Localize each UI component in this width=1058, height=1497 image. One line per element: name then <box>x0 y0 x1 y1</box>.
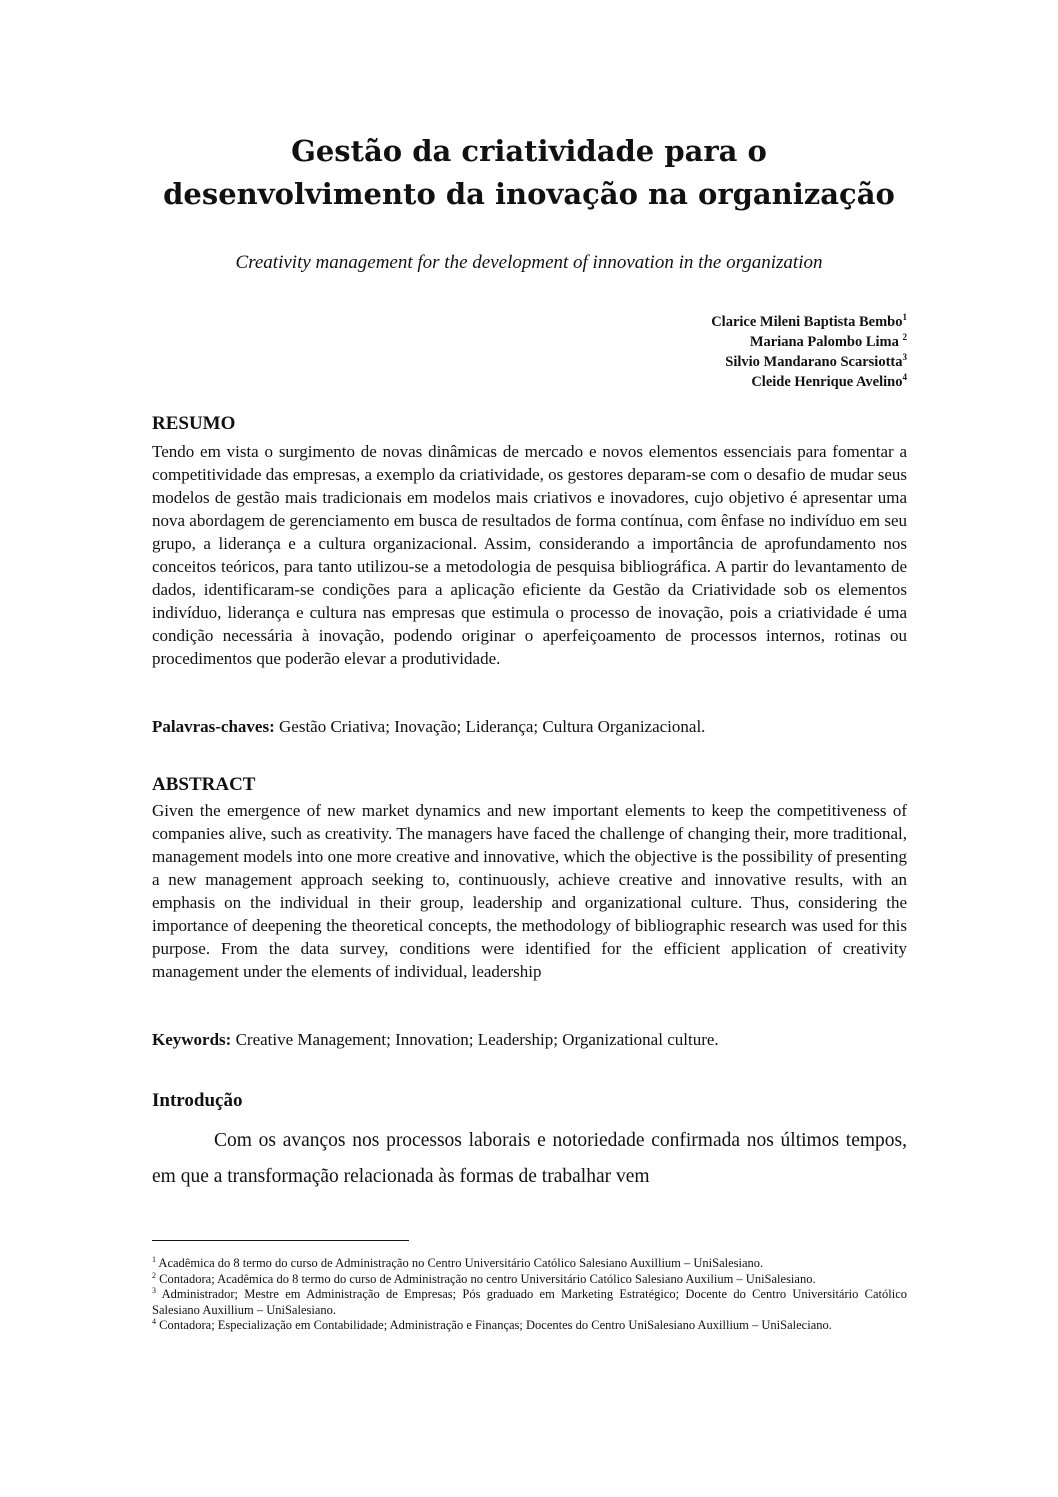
english-subtitle: Creativity management for the development of innovation in the organization <box>235 252 823 273</box>
footnote-mark: 4 <box>152 1316 156 1326</box>
title-line-1: Gestão da criatividade para o <box>291 134 767 168</box>
footnote-text: Administrador; Mestre em Administração de Empresas; Pós graduado em Marketing Estratégico; Docente do Centro Universitário Católico Salesiano Auxillium – UniSalesiano. <box>152 1287 907 1317</box>
author-footnote-mark: 1 <box>902 312 907 323</box>
footnote-1 <box>152 1256 907 1272</box>
author-name: Silvio Mandarano Scarsiotta <box>725 354 903 370</box>
author-4 <box>711 372 907 392</box>
title-line-2: desenvolvimento da inovação na organização <box>163 177 895 211</box>
footnote-separator <box>152 1240 409 1241</box>
resumo-body: Tendo em vista o surgimento de novas dinâmicas de mercado e novos elementos essenciais para fomentar a competitividade das empresas, a exemplo da criatividade, os gestores deparam-se com o desafio de mudar seus modelos de gestão mais tradicionais em modelos mais criativos e inovadores, cujo objetivo é apresentar uma nova abordagem de gerenciamento em busca de resultados de forma contínua, com ênfase no indivíduo em seu grupo, a liderança e a cultura organizacional. Assim, considerando a importância de aprofundamento nos conceitos teóricos, para tanto utilizou-se a metodologia de pesquisa bibliográfica. A partir do levantamento de dados, identificaram-se condições para a aplicação eficiente da Gestão da Criatividade sob os elementos indivíduo, liderança e cultura nas empresas que estimula o processo de inovação, pois a criatividade é uma condição necessária à inovação, podendo originar o aperfeiçoamento de processos internos, rotinas ou procedimentos que poderão elevar a produtividade. <box>152 442 907 668</box>
author-3 <box>711 352 907 372</box>
author-name: Cleide Henrique Avelino <box>751 374 903 390</box>
author-footnote-mark: 2 <box>902 332 907 343</box>
footnote-text: Acadêmica do 8 termo do curso de Administração no Centro Universitário Católico Salesiano Auxillium – UniSalesiano. <box>156 1256 764 1270</box>
introducao-body: Com os avanços nos processos laborais e notoriedade confirmada nos últimos tempos, em que a transformação relacionada às formas de trabalhar vem <box>152 1130 907 1187</box>
footnote-mark: 1 <box>152 1254 156 1264</box>
author-footnote-mark: 3 <box>902 352 907 363</box>
abstract-keywords <box>152 1028 907 1051</box>
keywords-list: Gestão Criativa; Inovação; Liderança; Cultura Organizacional. <box>274 717 706 736</box>
footnote-2 <box>152 1272 907 1288</box>
author-name: Mariana Palombo Lima <box>749 334 903 350</box>
abstract-body: Given the emergence of new market dynamics and new important elements to keep the competitiveness of companies alive, such as creativity. The managers have faced the challenge of changing their, more traditional, management models into one more creative and innovative, which the objective is the possibility of presenting a new management approach seeking to, continuously, achieve creative and innovative results, with an emphasis on the individual in their group, leadership and organizational culture. Thus, considering the importance of deepening the theoretical concepts, the methodology of bibliographic research was used for this purpose. From the data survey, conditions were identified for the efficient application of creativity management under the elements of individual, leadership <box>152 801 907 981</box>
keywords-list: Creative Management; Innovation; Leadership; Organizational culture. <box>231 1030 719 1049</box>
footnote-4 <box>152 1318 907 1334</box>
author-name: Clarice Mileni Baptista Bembo <box>711 314 903 330</box>
footnote-mark: 3 <box>152 1285 156 1295</box>
abstract-heading: ABSTRACT <box>152 774 256 795</box>
footnote-text: Contadora; Especialização em Contabilidade; Administração e Finanças; Docentes do Centro UniSalesiano Auxillium – UniSaleciano. <box>156 1318 832 1332</box>
author-2 <box>711 332 907 352</box>
resumo-heading: RESUMO <box>152 413 236 434</box>
author-list <box>711 312 907 392</box>
paper-title <box>100 130 958 216</box>
author-1 <box>711 312 907 332</box>
footnote-3 <box>152 1287 907 1318</box>
author-footnote-mark: 4 <box>902 372 907 383</box>
keywords-label: Keywords: <box>152 1030 232 1049</box>
introducao-heading: Introdução <box>152 1090 243 1111</box>
footnote-mark: 2 <box>152 1270 156 1280</box>
resumo-keywords <box>152 715 907 738</box>
keywords-label: Palavras-chaves: <box>152 717 275 736</box>
footnote-text: Contadora; Acadêmica do 8 termo do curso de Administração no centro Universitário Católico Salesiano Auxilium – UniSalesiano. <box>156 1271 816 1286</box>
footnotes <box>152 1256 907 1334</box>
